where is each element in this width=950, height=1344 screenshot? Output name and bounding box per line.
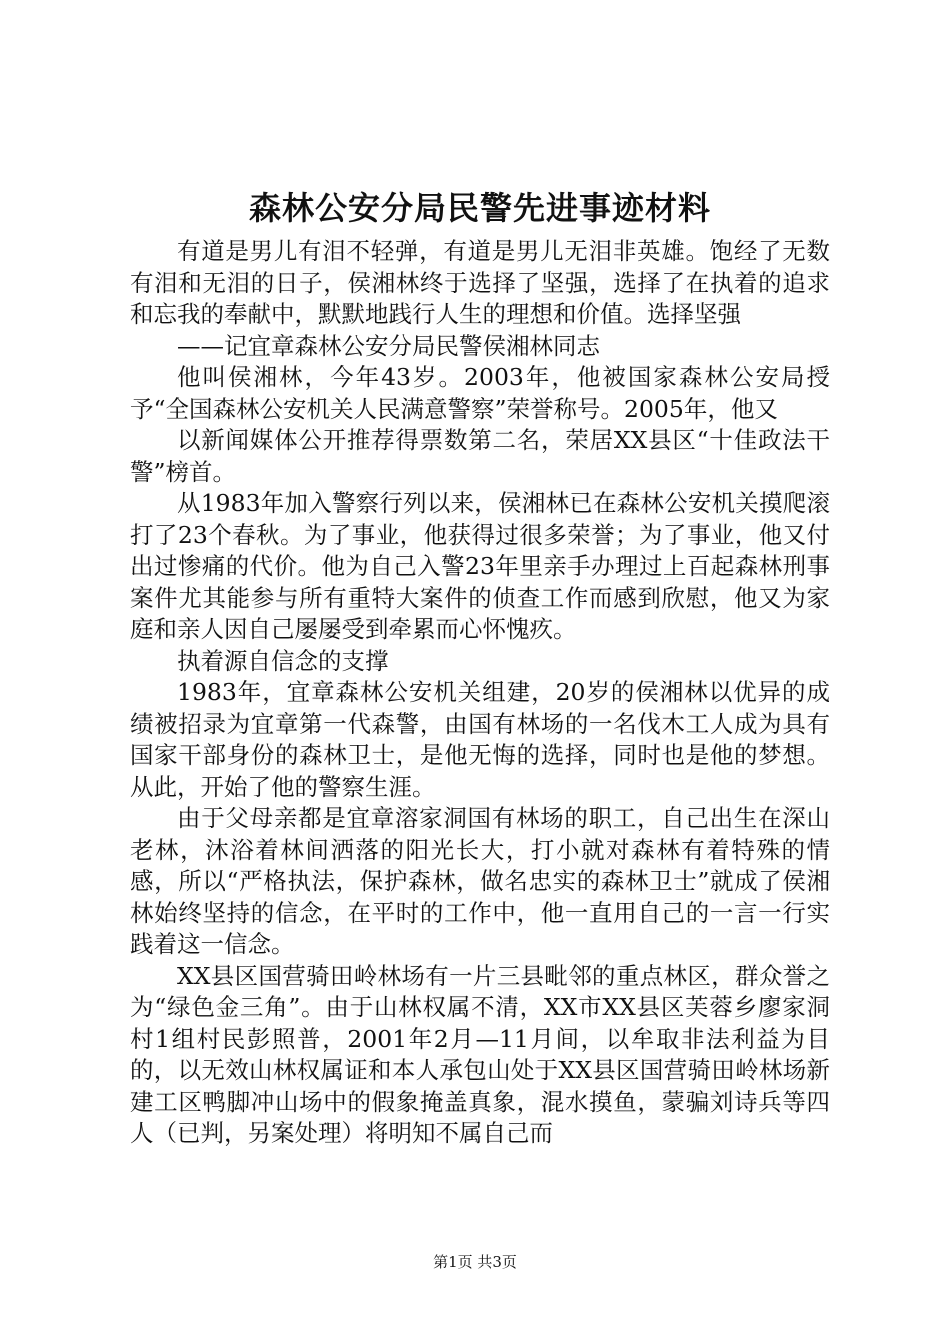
section-heading: 执着源自信念的支撑 (177, 646, 389, 675)
paragraph: 以新闻媒体公开推荐得票数第二名，荣居XX县区“十佳政法干警”榜首。 (130, 426, 830, 486)
document-body (130, 236, 830, 1150)
paragraph: 他叫侯湘林，今年43岁。2003年，他被国家森林公安局授予“全国森林公安机关人民满意警察”荣誉称号。2005年，他又 (130, 363, 830, 423)
paragraph: 有道是男儿有泪不轻弹，有道是男儿无泪非英雄。饱经了无数有泪和无泪的日子，侯湘林终于选择了坚强，选择了在执着的追求和忘我的奉献中，默默地践行人生的理想和价值。选择坚强 (130, 237, 830, 328)
paragraph: 1983年，宜章森林公安机关组建，20岁的侯湘林以优异的成绩被招录为宜章第一代森警，由国有林场的一名伐木工人成为具有国家干部身份的森林卫士，是他无悔的选择，同时也是他的梦想。从此，开始了他的警察生涯。 (130, 678, 830, 801)
paragraph: 从1983年加入警察行列以来，侯湘林已在森林公安机关摸爬滚打了23个春秋。为了事业，他获得过很多荣誉；为了事业，他又付出过惨痛的代价。他为自己入警23年里亲手办理过上百起森林刑事案件尤其能参与所有重特大案件的侦查工作而感到欣慰，他又为家庭和亲人因自己屡屡受到牵累而心怀愧疚。 (130, 489, 830, 643)
paragraph: 由于父母亲都是宜章溶家洞国有林场的职工，自己出生在深山老林，沐浴着林间洒落的阳光长大，打小就对森林有着特殊的情感，所以“严格执法，保护森林，做名忠实的森林卫士”就成了侯湘林始终坚持的信念，在平时的工作中，他一直用自己的一言一行实践着这一信念。 (130, 804, 830, 958)
paragraph: XX县区国营骑田岭林场有一片三县毗邻的重点林区，群众誉之为“绿色金三角”。由于山林权属不清，XX市XX县区芙蓉乡廖家洞村1组村民彭照普，2001年2月—11月间，以牟取非法利益为目的，以无效山林权属证和本人承包山处于XX县区国营骑田岭林场新建工区鸭脚冲山场中的假象掩盖真象，混水摸鱼，蒙骗刘诗兵等四人（已判，另案处理）将明知不属自己而 (130, 961, 830, 1147)
document-title: 森林公安分局民警先进事迹材料 (248, 189, 711, 227)
page-footer: 第1页 共3页 (433, 1253, 517, 1271)
paragraph: ——记宜章森林公安分局民警侯湘林同志 (177, 331, 600, 360)
